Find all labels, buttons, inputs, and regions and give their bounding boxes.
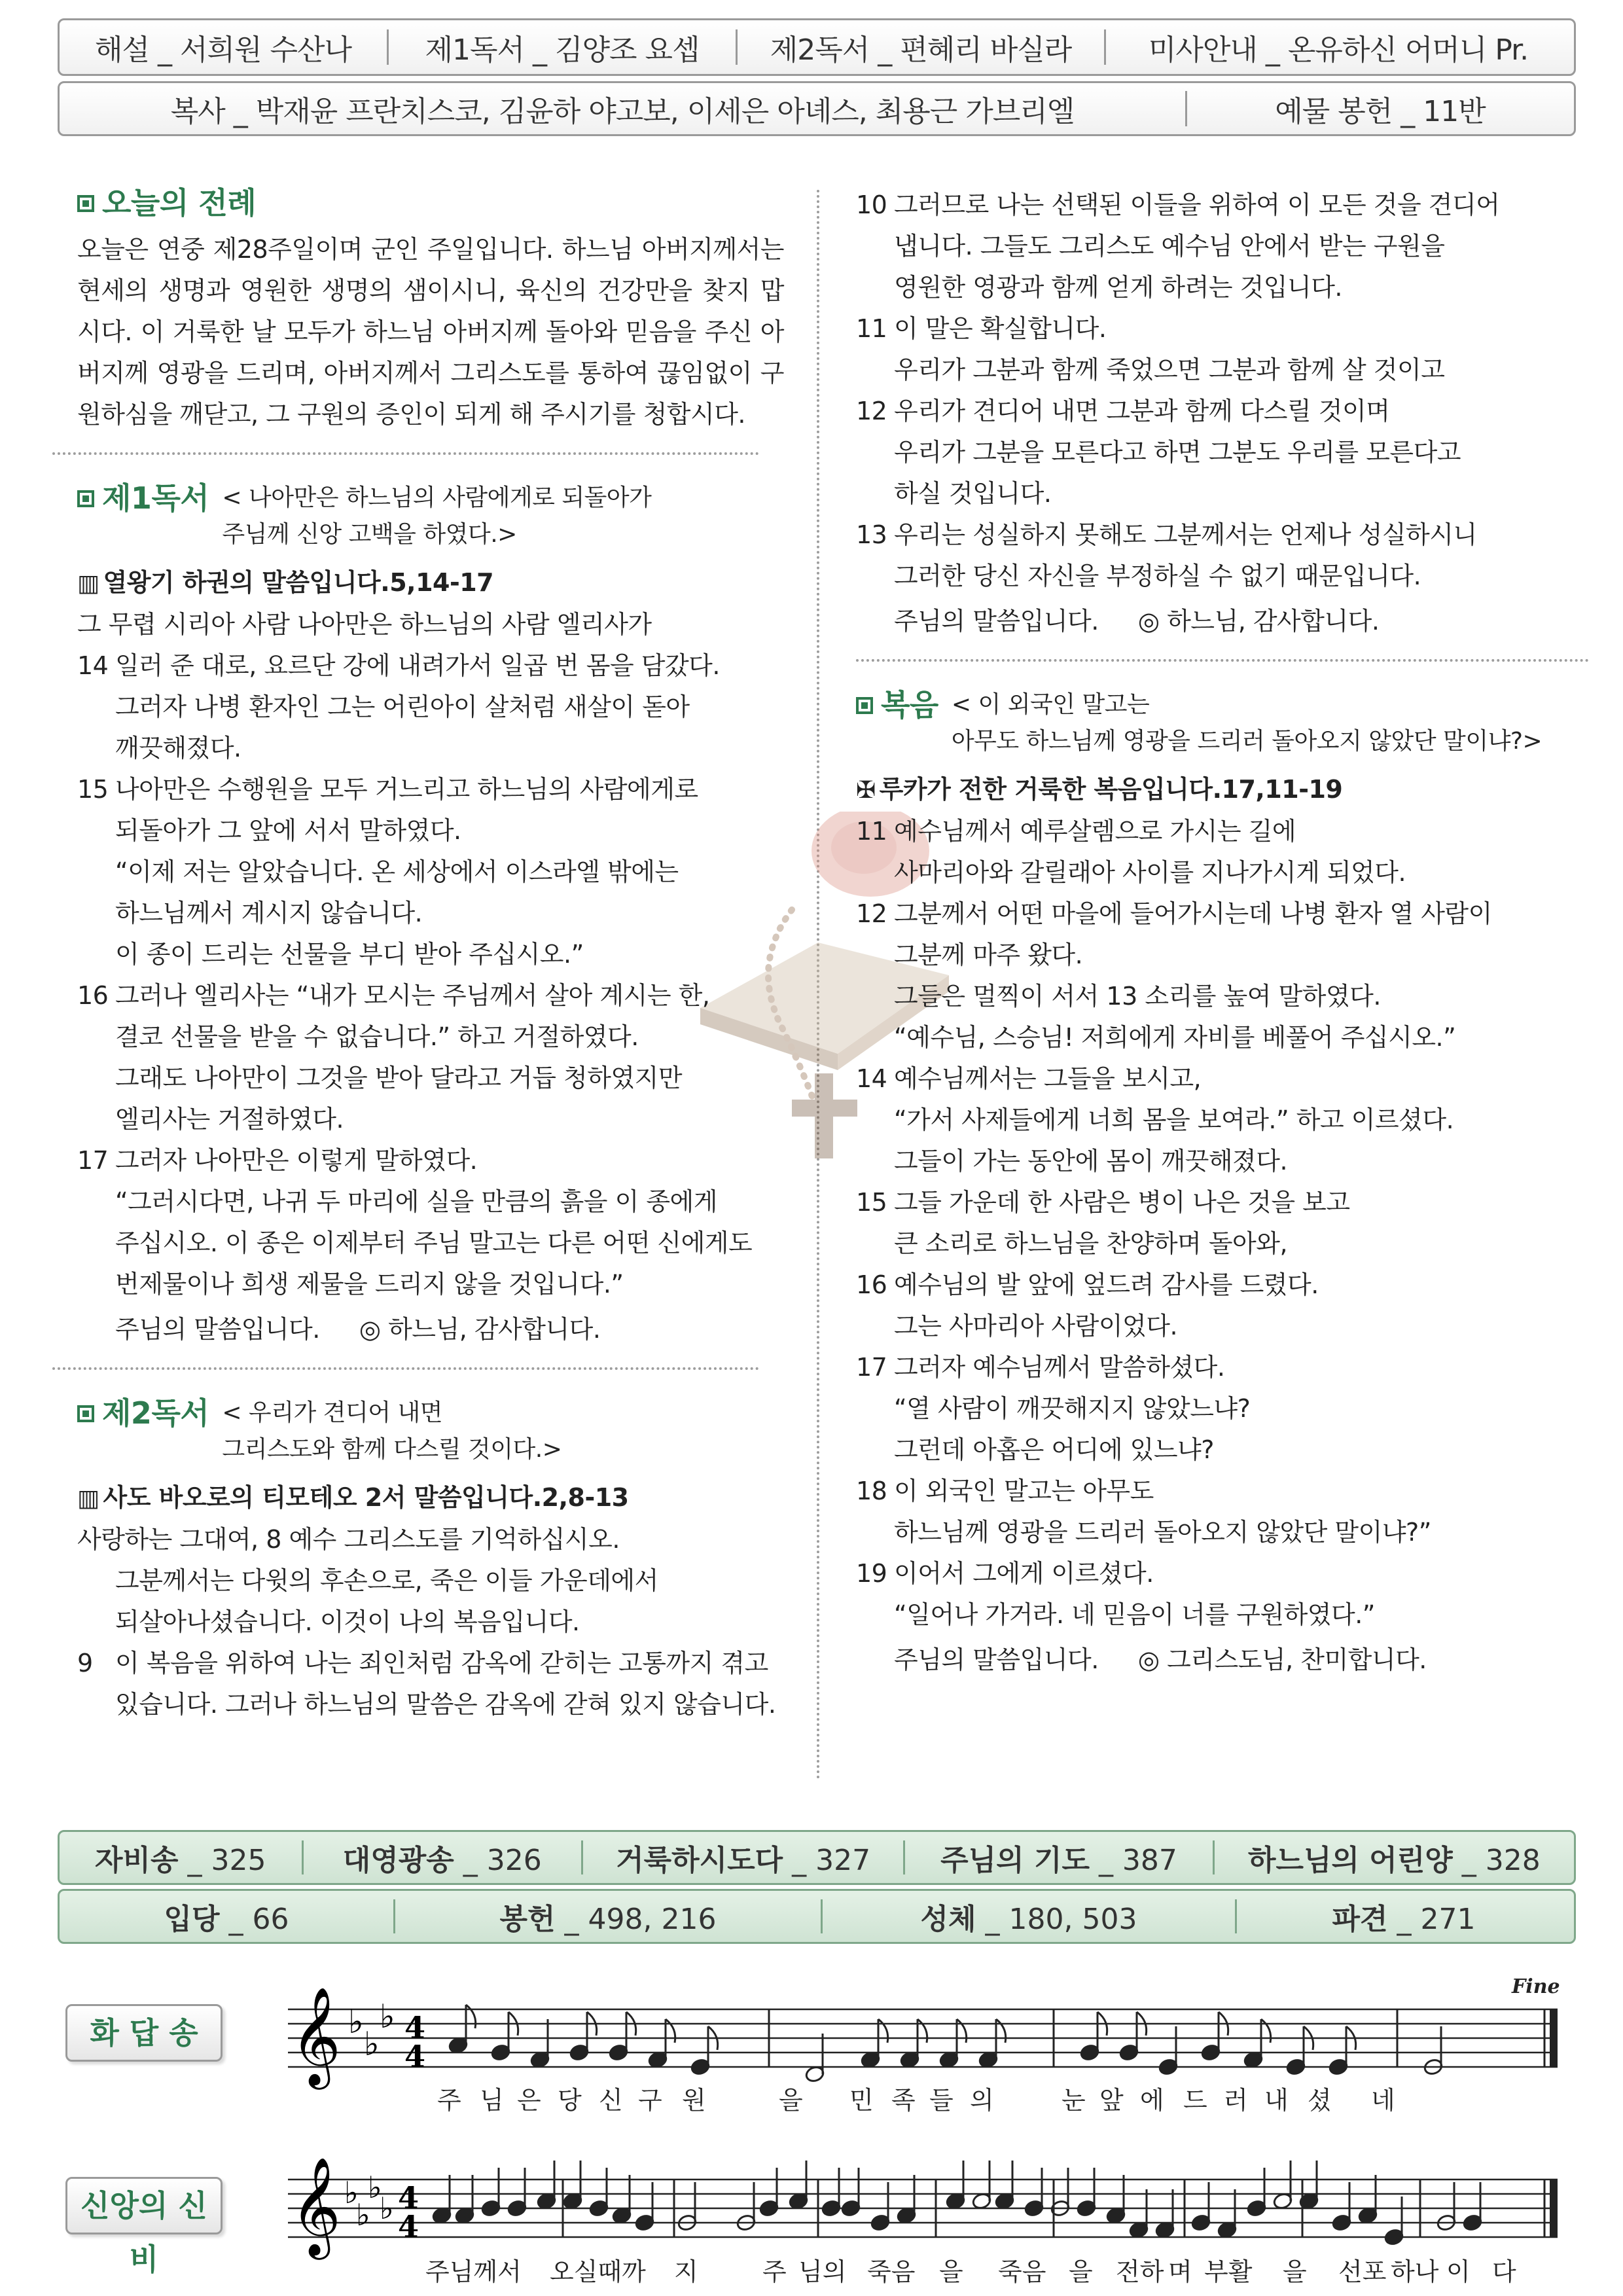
lyric-syllable: 원 [682, 2086, 706, 2115]
svg-text:♭: ♭ [356, 2197, 370, 2233]
verse: 11 이 말은 확실합니다. 우리가 그분과 함께 죽었으면 그분과 함께 살 것이고 [856, 314, 1445, 384]
dotted-divider [856, 659, 1589, 662]
square-bullet-icon [856, 697, 873, 714]
lyric-syllable: 선포 [1338, 2257, 1387, 2286]
verse: 9 이 복음을 위하여 나는 죄인처럼 감옥에 갇히는 고통까지 겪고 있습니다. 그러나 하느님의 말씀은 감옥에 갇혀 있지 않습니다. [77, 1649, 776, 1719]
lyric-syllable: 주 [762, 2257, 787, 2286]
header-commentator: 해설 _ 서희원 수산나 [95, 33, 351, 67]
lyric-syllable: 은 [517, 2086, 541, 2115]
lyric-syllable: 을 [1283, 2257, 1307, 2286]
square-bullet-icon [77, 1405, 94, 1422]
treble-clef-icon: 𝄞 [291, 2156, 341, 2255]
hymn-communion: 성체 _ 180, 503 [920, 1903, 1137, 1936]
lyric-syllable: 네 [1371, 2086, 1395, 2115]
section-subtitle: < 이 외국인 말고는 아무도 하느님께 영광을 드리러 돌아오지 않았단 말이냐?> [951, 691, 1543, 755]
verse: 17 그러자 나아만은 이렇게 말하였다. “그러시다면, 나귀 두 마리에 실을 만큼의 흙을 이 종에게 주십시오. 이 종은 이제부터 주님 말고는 다른 어떤 신에게도 번제물이나 희생 제물을 드리지 않을 것입니다.” [77, 1146, 753, 1299]
lyric-syllable: 의 [970, 2086, 994, 2115]
header-first-reader: 제1독서 _ 김양조 요셉 [425, 33, 700, 67]
dotted-divider [52, 1367, 759, 1370]
hymn-kyrie: 자비송 _ 325 [95, 1844, 266, 1877]
lyric-syllable: 드 [1183, 2086, 1207, 2115]
lyric-syllable: 을 [1069, 2257, 1093, 2286]
lyric-syllable: 주님께서 [425, 2257, 522, 2286]
section-title: 복음 [881, 687, 938, 723]
svg-text:♭: ♭ [380, 1998, 395, 2036]
hymn-gloria: 대영광송 _ 326 [342, 1844, 542, 1877]
lyric-syllable: 하나 [1391, 2257, 1439, 2286]
lyric-syllable: 님 [480, 2086, 504, 2115]
lyric-syllable: 이 [1446, 2257, 1471, 2286]
section-gospel [856, 685, 1589, 760]
svg-text:♭: ♭ [368, 2170, 382, 2205]
verse: 16 예수님의 발 앞에 엎드려 감사를 드렸다. 그는 사마리아 사람이었다. [856, 1270, 1319, 1340]
section-first-reading [77, 478, 784, 553]
header-offering: 예물 봉헌 _ 11반 [1275, 95, 1486, 128]
hymn-agnus-dei: 하느님의 어린양 _ 328 [1247, 1844, 1541, 1877]
section-subtitle: < 나아만은 하느님의 사람에게로 되돌아가 주님께 신앙 고백을 하였다.> [222, 484, 652, 548]
hymn-offertory: 봉헌 _ 498, 216 [499, 1903, 717, 1936]
section-second-reading [77, 1393, 784, 1468]
lyric-syllable: 주 [437, 2086, 461, 2115]
section-title: 오늘의 전례 [102, 185, 257, 221]
time-signature-bottom: 4 [404, 2039, 426, 2074]
time-signature-top: 4 [404, 2010, 426, 2045]
lyric-syllable: 민 [849, 2086, 874, 2115]
responsorial-lyrics [0, 2080, 1623, 2113]
responsorial-staff [281, 1983, 1564, 2094]
lyric-syllable: 구 [638, 2086, 662, 2115]
lyric-syllable: 전하 [1116, 2257, 1164, 2286]
header-row-readers [58, 18, 1576, 76]
hymn-sanctus: 거룩하시도다 _ 327 [616, 1844, 871, 1877]
section-title: 제2독서 [102, 1395, 209, 1431]
lyric-syllable: 셨 [1308, 2086, 1332, 2115]
verse: 14 예수님께서는 그들을 보시고, “가서 사제들에게 너희 몸을 보여라.” 하고 이르셨다. 그들이 가는 동안에 몸이 깨끗해졌다. [856, 1064, 1454, 1175]
lyric-syllable: 부활 [1204, 2257, 1253, 2286]
lyric-syllable: 신 [599, 2086, 623, 2115]
fine-marking: Fine [1512, 1975, 1560, 1998]
svg-text:♭: ♭ [364, 2025, 380, 2063]
section-title: 제1독서 [102, 480, 209, 516]
lyric-syllable: 내 [1264, 2086, 1289, 2115]
lyric-syllable: 죽음 [867, 2257, 916, 2286]
hymns-mass-parts [58, 1830, 1576, 1885]
svg-text:♭: ♭ [380, 2191, 394, 2226]
notes [448, 2005, 1443, 2083]
lyric-syllable: 족 [891, 2086, 916, 2115]
header-altar-servers: 복사 _ 박재윤 프란치스코, 김윤하 야고보, 이세은 아녜스, 최용근 가브리엘 [170, 95, 1075, 128]
verse: 14 일러 준 대로, 요르단 강에 내려가서 일곱 번 몸을 담갔다. 그러자 나병 환자인 그는 어린아이 살처럼 새살이 돋아 깨끗해졌다. [77, 651, 720, 762]
mystery-of-faith-label: 신앙의 신비 [65, 2177, 223, 2234]
right-column [856, 185, 1589, 1681]
lyric-syllable: 에 [1140, 2086, 1164, 2115]
reading-intro-cont: 그분께서는 다윗의 후손으로, 죽은 이들 가운데에서 되살아나셨습니다. 이것이 나의 복음입니다. [115, 1566, 658, 1636]
hymns-processional [58, 1889, 1576, 1944]
verse: 15 나아만은 수행원을 모두 거느리고 하느님의 사람에게로 되돌아가 그 앞에 서서 말하였다. “이제 저는 알았습니다. 온 세상에서 이스라엘 밖에는 하느님께서 계시지 않습니다. 이 종이 드리는 선물을 부디 받아 주십시오.” [77, 775, 698, 969]
square-bullet-icon [77, 490, 94, 507]
lyric-syllable: 을 [939, 2257, 963, 2286]
left-column [77, 183, 784, 1725]
lyric-syllable: 러 [1224, 2086, 1248, 2115]
final-bar [1550, 2179, 1558, 2237]
book-icon: ▥ [77, 570, 99, 597]
mystery-lyrics [0, 2251, 1623, 2284]
lyric-syllable: 당 [558, 2086, 582, 2115]
book-icon: ▥ [77, 1485, 99, 1512]
header-mass-guide: 미사안내 _ 온유하신 어머니 Pr. [1148, 33, 1529, 67]
responsorial-psalm-label: 화 답 송 [65, 2004, 223, 2062]
lyric-syllable: 며 [1168, 2257, 1192, 2286]
gospel-source: ✠ 루카가 전한 거룩한 복음입니다.17,11-19 [856, 775, 1343, 804]
reading-intro: 사랑하는 그대여, 8 예수 그리스도를 기억하십시오. [77, 1525, 620, 1554]
reading-source: ▥ 사도 바오로의 티모테오 2서 말씀입니다.2,8-13 [77, 1483, 629, 1512]
lyric-syllable: 다 [1492, 2257, 1516, 2286]
section-subtitle: < 우리가 견디어 내면 그리스도와 함께 다스릴 것이다.> [222, 1399, 562, 1463]
lyric-syllable: 님의 [798, 2257, 847, 2286]
header-row-servers [58, 81, 1576, 136]
lyric-syllable: 죽음 [998, 2257, 1046, 2286]
verse: 17 그러자 예수님께서 말씀하셨다. “열 사람이 깨끗해지지 않았느냐? 그런데 아홉은 어디에 있느냐? [856, 1353, 1251, 1464]
verse: 11 예수님께서 예루살렘으로 가시는 길에 사마리아와 갈릴래아 사이를 지나가시게 되었다. [856, 817, 1406, 887]
cross-icon: ✠ [856, 777, 876, 804]
verse: 18 이 외국인 말고는 아무도 하느님께 영광을 드리러 돌아오지 않았단 말이냐?” [856, 1477, 1431, 1547]
section-liturgy [77, 183, 784, 223]
hymn-lords-prayer: 주님의 기도 _ 387 [940, 1844, 1177, 1877]
svg-text:♭: ♭ [344, 2175, 359, 2210]
verse: 15 그들 가운데 한 사람은 병이 나은 것을 보고 큰 소리로 하느님을 찬양하며 돌아와, [856, 1188, 1350, 1258]
treble-clef-icon: 𝄞 [291, 1986, 341, 2085]
mystery-staff [281, 2153, 1564, 2265]
verse: 13 우리는 성실하지 못해도 그분께서는 언제나 성실하시니 그러한 당신 자신을 부정하실 수 없기 때문입니다. [856, 520, 1477, 590]
time-signature-top: 4 [398, 2180, 419, 2215]
square-bullet-icon [77, 195, 94, 212]
lyric-syllable: 눈 [1061, 2086, 1086, 2115]
gospel-response: 주님의 말씀입니다. ◎ 그리스도님, 찬미합니다. [894, 1645, 1427, 1674]
reading-response: 주님의 말씀입니다. ◎ 하느님, 감사합니다. [115, 1315, 601, 1344]
dotted-divider [52, 452, 759, 455]
lyric-syllable: 을 [779, 2086, 803, 2115]
verse: 12 그분께서 어떤 마을에 들어가시는데 나병 환자 열 사람이 그분께 마주 왔다. 그들은 멀찍이 서서 13 소리를 높여 말하였다. “예수님, 스승님! 저희에게 자비를 베풀어 주십시오.” [856, 899, 1492, 1052]
lyric-syllable: 오실때까 [550, 2257, 646, 2286]
final-bar [1550, 2009, 1558, 2067]
verse: 19 이어서 그에게 이르셨다. “일어나 가거라. 네 믿음이 너를 구원하였다.” [856, 1559, 1375, 1629]
svg-text:♭: ♭ [348, 2003, 364, 2041]
verse: 16 그러나 엘리사는 “내가 모시는 주님께서 살아 계시는 한, 결코 선물을 받을 수 없습니다.” 하고 거절하였다. 그래도 나아만이 그것을 받아 달라고 거듭 청하였지만 엘리사는 거절하였다. [77, 981, 710, 1134]
time-signature-bottom: 4 [398, 2209, 419, 2244]
reading-intro: 그 무렵 시리아 사람 나아만은 하느님의 사람 엘리사가 [77, 610, 652, 639]
reading-source: ▥ 열왕기 하권의 말씀입니다.5,14-17 [77, 568, 494, 597]
reading-response: 주님의 말씀입니다. ◎ 하느님, 감사합니다. [894, 607, 1380, 636]
header-second-reader: 제2독서 _ 편혜리 바실라 [770, 33, 1072, 67]
hymn-recessional: 파견 _ 271 [1332, 1903, 1476, 1936]
hymn-entrance: 입당 _ 66 [164, 1903, 289, 1936]
verse: 10 그러므로 나는 선택된 이들을 위하여 이 모든 것을 견디어 냅니다. 그들도 그리스도 예수님 안에서 받는 구원을 영원한 영광과 함께 얻게 하려는 것입니다. [856, 190, 1500, 302]
lyric-syllable: 들 [929, 2086, 954, 2115]
staff-lines [288, 2009, 1558, 2067]
verse: 12 우리가 견디어 내면 그분과 함께 다스릴 것이며 우리가 그분을 모른다고 하면 그분도 우리를 모른다고 하실 것입니다. [856, 397, 1461, 508]
liturgy-text: 오늘은 연중 제28주일이며 군인 주일입니다. 하느님 아버지께서는 현세의 생명과 영원한 생명의 샘이시니, 육신의 건강만을 찾지 맙시다. 이 거룩한 날 모두가 하느님 아버지께 돌아와 믿음을 주신 아버지께 영광을 드리며, 아버지께서 그리스도를 통하여 끊임없이 구원하심을 깨닫고, 그 구원의 증인이 되게 해 주시기를 청합시다. [77, 235, 784, 429]
lyric-syllable: 지 [674, 2257, 698, 2286]
notes [431, 2161, 1482, 2246]
lyric-syllable: 앞 [1099, 2086, 1124, 2115]
